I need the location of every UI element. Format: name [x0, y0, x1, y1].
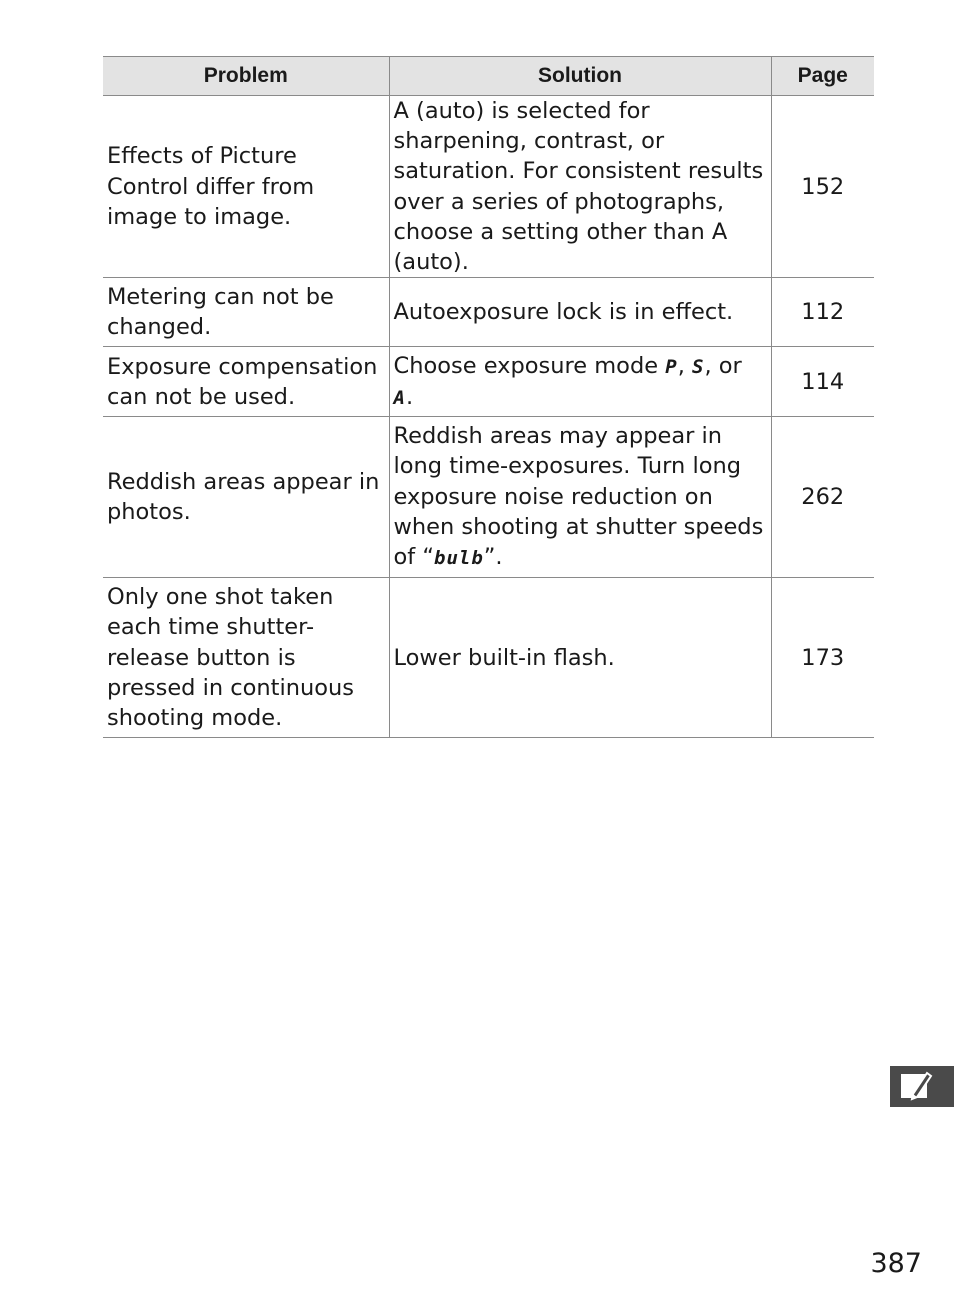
- page-number: 387: [870, 1248, 922, 1279]
- problem-cell: Exposure compensation can not be used.: [103, 347, 389, 417]
- page-ref-cell: 152: [771, 96, 874, 278]
- solution-text: .: [405, 383, 414, 410]
- solution-cell: [389, 347, 771, 417]
- section-tab: [890, 1066, 954, 1107]
- page-ref-cell: 112: [771, 278, 874, 347]
- separator-text: ,: [677, 352, 692, 379]
- mode-s-lcd-glyph: S: [692, 355, 705, 378]
- page-ref-cell: 114: [771, 347, 874, 417]
- problem-cell: Effects of Picture Control differ from image to image.: [103, 96, 389, 278]
- solution-cell: Autoexposure lock is in effect.: [389, 278, 771, 347]
- solution-cell: Lower built-in flash.: [389, 578, 771, 738]
- header-solution: Solution: [389, 57, 771, 96]
- problem-cell: Only one shot taken each time shutter-release button is pressed in continuous shooting mode.: [103, 578, 389, 738]
- page-ref-cell: 173: [771, 578, 874, 738]
- separator-text: , or: [704, 352, 742, 379]
- table-row: [103, 417, 874, 578]
- header-problem: Problem: [103, 57, 389, 96]
- problem-cell: Metering can not be changed.: [103, 278, 389, 347]
- page-ref-cell: 262: [771, 417, 874, 578]
- header-page: Page: [771, 57, 874, 96]
- mode-p-lcd-glyph: P: [665, 355, 678, 378]
- troubleshooting-table: [103, 56, 874, 738]
- solution-text: ”.: [483, 544, 503, 571]
- problem-cell: Reddish areas appear in photos.: [103, 417, 389, 578]
- table-row: [103, 578, 874, 738]
- table-header-row: [103, 57, 874, 96]
- solution-text: Reddish areas may appear in long time-exposures. Turn long exposure noise reduction on when shooting at shutter speeds of “: [393, 423, 764, 571]
- solution-cell: [389, 417, 771, 578]
- solution-text: Choose exposure mode: [393, 352, 666, 379]
- troubleshooting-pencil-icon: [898, 1070, 938, 1103]
- table-row: [103, 347, 874, 417]
- solution-cell: A (auto) is selected for sharpening, contrast, or saturation. For consistent results over a series of photographs, choose a setting other than A (auto).: [389, 96, 771, 278]
- table-row: [103, 278, 874, 347]
- table-row: [103, 96, 874, 278]
- bulb-lcd-display: bulb: [434, 547, 484, 570]
- mode-a-lcd-glyph: A: [393, 386, 406, 409]
